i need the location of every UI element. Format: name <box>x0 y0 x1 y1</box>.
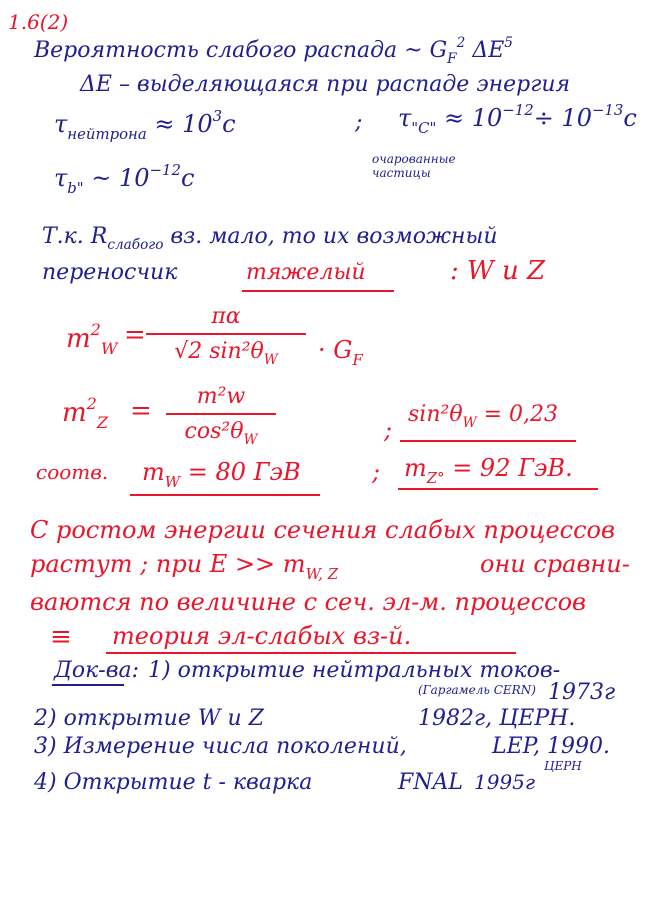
radius-subscript: слабого <box>107 237 164 254</box>
red-line-2b: они сравни- <box>480 550 630 578</box>
neutron-power: 3 <box>212 106 223 125</box>
mz-result <box>404 454 573 487</box>
mz-sup: 2 <box>86 393 97 413</box>
probability-text: Вероятность слабого распада ~ G <box>34 38 448 63</box>
tau-symbol: τ <box>54 110 68 138</box>
mw-fraction <box>146 304 306 369</box>
charm-approx: ≈ 10 <box>444 104 503 132</box>
charm-unit: c <box>623 104 637 132</box>
evidence-1-year: 1973г <box>548 680 616 705</box>
red-line-2-sub: W, Z <box>305 564 339 583</box>
line-neutron-lifetime <box>54 106 236 143</box>
problem-number: 1.6(2) <box>8 10 69 34</box>
mw-sup: 2 <box>90 319 101 339</box>
mw-fraction-bar <box>146 333 306 335</box>
semicolon-1: ; <box>355 110 363 135</box>
equiv-sign: ≡ <box>50 622 72 652</box>
theory-underline <box>106 652 516 654</box>
red-line-2 <box>30 550 339 583</box>
mz-m: m <box>62 398 87 428</box>
radius-prefix: Т.к. R <box>42 224 108 249</box>
line-carrier <box>42 262 177 284</box>
radius-rest: вз. мало, то их возможный <box>170 224 498 249</box>
sin-semicolon: ; <box>384 416 393 444</box>
mz-res-m: m <box>404 454 427 482</box>
tau-neutron-subscript: нейтрона <box>67 124 147 143</box>
evidence-item-2: 2) открытие W и Z <box>34 706 264 731</box>
heavy-word: тяжелый <box>246 260 366 285</box>
evidence-item-1: 1) открытие нейтральных токов- <box>148 658 561 683</box>
mw-res-m: m <box>142 458 165 486</box>
mw-lhs <box>66 319 118 359</box>
mz-result-underline <box>398 488 598 490</box>
b-unit: c <box>180 164 195 192</box>
line-probability <box>34 34 513 68</box>
evidence-item-3-note: ЦЕРН <box>544 759 582 773</box>
mz-fraction <box>166 384 276 449</box>
red-line-1: С ростом энергии сечения слабых процессов <box>30 516 615 544</box>
mz-res-sub: Z° <box>426 468 445 487</box>
mw-den-text: √2 sin²θ <box>174 339 264 364</box>
mw-sub: W <box>100 339 118 359</box>
res-semicolon: ; <box>372 458 381 486</box>
gf-subscript: F <box>447 51 457 68</box>
mw-result-underline <box>130 494 320 496</box>
line-b-lifetime <box>54 160 195 197</box>
tau-c-subscript: "C" <box>411 118 437 137</box>
delta-e: ΔE <box>472 38 505 63</box>
electroweak-theory: теория эл-слабых вз-й. <box>112 622 412 650</box>
b-approx: ~ 10 <box>91 164 150 192</box>
mz-den-text: cos²θ <box>184 419 244 444</box>
red-line-2a: растут ; при E >> m <box>30 550 306 578</box>
evidence-item-2-date: 1982г, ЦЕРН. <box>418 706 576 731</box>
tau-c-symbol: τ <box>398 104 412 132</box>
mw-gf-sub: F <box>352 350 363 369</box>
mz-sub: Z <box>96 413 109 433</box>
evidence-item-4-year: 1995г <box>474 770 536 794</box>
tau-b-symbol: τ <box>54 164 68 192</box>
heavy-underline <box>242 290 394 292</box>
w-and-z: : W и Z <box>450 256 546 286</box>
evidence-item-3-date: LEP, 1990. <box>492 734 610 759</box>
sin-text: sin²θ <box>408 402 463 427</box>
mz-fraction-bar <box>166 413 276 415</box>
mw-gf-text: · G <box>318 336 353 364</box>
evidence-item-3: 3) Измерение числа поколений, <box>34 734 407 759</box>
line-energy-def: ΔE – выделяющаяся при распаде энергия <box>80 72 571 97</box>
sin-sub: W <box>462 415 477 432</box>
mw-m: m <box>66 324 91 354</box>
mz-equals: = <box>130 396 152 426</box>
mz-den-sub: W <box>243 432 258 449</box>
mw-numerator: πα <box>211 304 241 329</box>
charmed-particles-note: очарованные частицы <box>372 152 456 181</box>
neutron-approx: ≈ 10 <box>154 110 213 138</box>
evidence-item-4: 4) Открытие t - кварка <box>34 770 313 795</box>
tau-b-subscript: b" <box>67 178 84 197</box>
carrier-text: переносчик <box>42 260 178 285</box>
evidence-head: Док-ва: <box>54 658 140 683</box>
gf-superscript: 2 <box>456 34 466 51</box>
mw-denominator <box>146 339 306 369</box>
delta-e-power: 5 <box>504 34 513 51</box>
red-line-3: ваются по величине с сеч. эл-м. процессов <box>30 588 587 616</box>
neutron-unit: c <box>222 110 236 138</box>
mw-gf <box>318 336 363 369</box>
b-power: −12 <box>149 160 181 179</box>
sin-value <box>408 402 558 432</box>
mz-denominator <box>166 419 276 449</box>
line-radius <box>42 224 498 254</box>
mw-res-sub: W <box>164 472 181 491</box>
mz-numerator: m²w <box>196 384 246 409</box>
sin-underline <box>400 440 576 442</box>
evidence-item-4-lab: FNAL <box>398 770 464 795</box>
evidence-head-underline <box>52 684 124 686</box>
mw-equals: = <box>124 320 146 350</box>
mw-den-sub: W <box>263 352 278 369</box>
mw-result <box>142 458 301 491</box>
sootv-label: соотв. <box>36 460 109 484</box>
charm-div: ÷ 10 <box>533 104 592 132</box>
line-charm-lifetime <box>398 100 637 137</box>
sin-number: = 0,23 <box>483 402 558 427</box>
mz-res-value: = 92 ГэВ. <box>452 454 573 482</box>
mw-res-value: = 80 ГэВ <box>187 458 301 486</box>
mz-lhs <box>62 393 109 433</box>
charm-power-b: −13 <box>591 100 624 119</box>
charm-power-a: −12 <box>502 100 534 119</box>
evidence-1-note: (Гаргамель CERN) <box>418 683 536 697</box>
